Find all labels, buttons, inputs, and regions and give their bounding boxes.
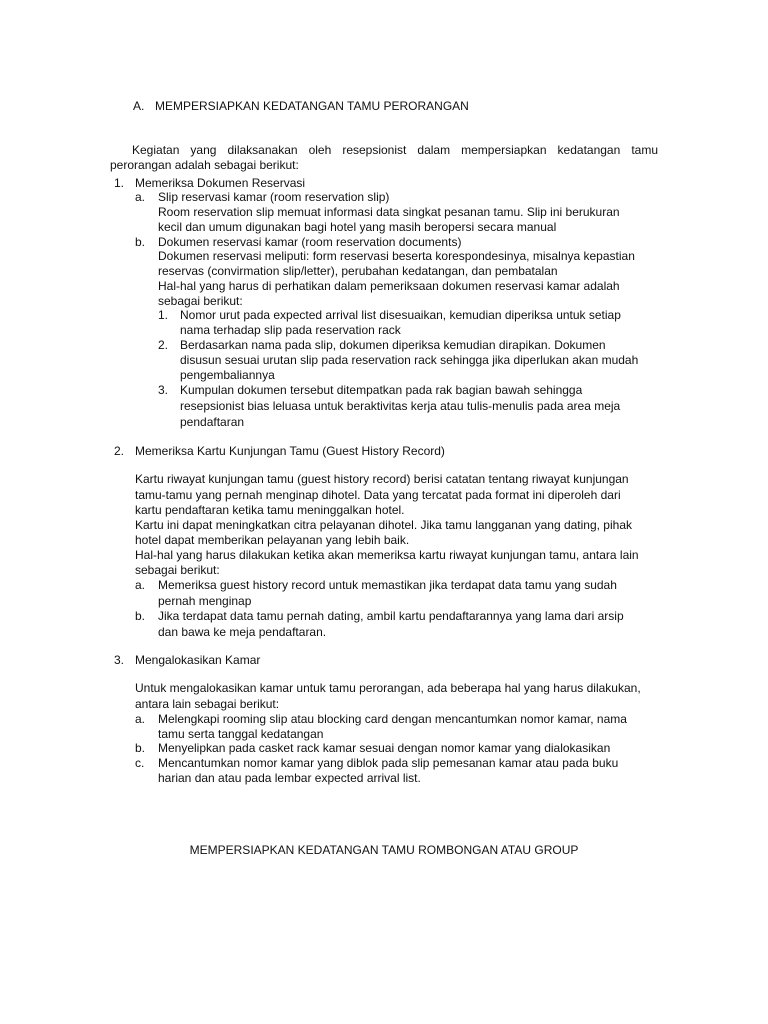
item-3c-marker: c. bbox=[135, 756, 145, 770]
item-1b-line: Hal-hal yang harus di perhatikan dalam pemeriksaan dokumen reservasi kamar adalah bbox=[158, 279, 620, 293]
item-1b-title: Dokumen reservasi kamar (room reservation documents) bbox=[158, 235, 462, 249]
item-1b-sub-1-line: nama terhadap slip pada reservation rack bbox=[180, 323, 401, 337]
intro-line-2: perorangan adalah sebagai berikut: bbox=[110, 158, 299, 172]
item-1b-sub-3-line: resepsionist bias leluasa untuk beraktivitas kerja atau tulis-menulis pada area meja bbox=[180, 399, 621, 413]
item-1-title: Memeriksa Dokumen Reservasi bbox=[135, 176, 306, 190]
item-1b-sub-2-line: disusun sesuai urutan slip pada reservation rack sehingga jika diperlukan akan mudah bbox=[180, 353, 639, 367]
item-3a-line: Melengkapi rooming slip atau blocking card dengan mencantumkan nomor kamar, nama bbox=[158, 712, 627, 726]
item-2-line: sebagai berikut: bbox=[135, 563, 220, 577]
item-2b-line: dan bawa ke meja pendaftaran. bbox=[158, 625, 327, 639]
item-2-line: Kartu ini dapat meningkatkan citra pelayanan dihotel. Jika tamu langganan yang dating, pihak bbox=[135, 518, 632, 532]
item-3-line: antara lain sebagai berikut: bbox=[135, 697, 280, 711]
item-2-line: Kartu riwayat kunjungan tamu (guest history record) berisi catatan tentang riwayat kunjungan bbox=[135, 472, 629, 486]
item-1b-sub-3-line: pendaftaran bbox=[180, 415, 245, 429]
item-2a-line: Memeriksa guest history record untuk memastikan jika terdapat data tamu yang sudah bbox=[158, 578, 617, 592]
item-2b-line: Jika terdapat data tamu pernah dating, ambil kartu pendaftarannya yang lama dari arsip bbox=[158, 609, 624, 623]
item-1b-sub-1-line: Nomor urut pada expected arrival list disesuaikan, kemudian diperiksa untuk setiap bbox=[180, 308, 621, 322]
item-2-line: tamu-tamu yang pernah menginap dihotel. Data yang tercatat pada format ini diperoleh dari bbox=[135, 488, 621, 502]
item-2a-marker: a. bbox=[135, 578, 146, 592]
item-1b-sub-2-number: 2. bbox=[158, 338, 169, 352]
section-b-title: MEMPERSIAPKAN KEDATANGAN TAMU ROMBONGAN ATAU GROUP bbox=[189, 843, 579, 857]
item-1b-line: sebagai berikut: bbox=[158, 294, 243, 308]
item-3c-line: Mencantumkan nomor kamar yang diblok pada slip pemesanan kamar atau pada buku bbox=[158, 756, 619, 770]
item-1b-sub-2-line: Berdasarkan nama pada slip, dokumen diperiksa kemudian dirapikan. Dokumen bbox=[180, 338, 606, 352]
section-a-title: MEMPERSIAPKAN KEDATANGAN TAMU PERORANGAN bbox=[155, 99, 469, 113]
item-3-number: 3. bbox=[114, 653, 125, 667]
item-1-number: 1. bbox=[114, 176, 125, 190]
item-3b-line: Menyelipkan pada casket rack kamar sesuai dengan nomor kamar yang dialokasikan bbox=[158, 741, 611, 755]
section-a-letter: A. bbox=[133, 99, 145, 113]
item-2-title: Memeriksa Kartu Kunjungan Tamu (Guest History Record) bbox=[135, 444, 445, 458]
item-2-number: 2. bbox=[114, 444, 125, 458]
item-1a-line: Room reservation slip memuat informasi data singkat pesanan tamu. Slip ini berukuran bbox=[158, 205, 620, 219]
item-2a-line: pernah menginap bbox=[158, 594, 252, 608]
item-2-line: kartu pendaftaran ketika tamu meninggalkan hotel. bbox=[135, 503, 405, 517]
item-3-line: Untuk mengalokasikan kamar untuk tamu perorangan, ada beberapa hal yang harus dilakukan, bbox=[135, 681, 641, 695]
item-1b-line: reservas (convirmation slip/letter), perubahan kedatangan, dan pembatalan bbox=[158, 264, 558, 278]
item-2b-marker: b. bbox=[135, 609, 146, 623]
item-1b-sub-2-line: pengembaliannya bbox=[180, 368, 275, 382]
item-1a-marker: a. bbox=[135, 190, 146, 204]
item-3b-marker: b. bbox=[135, 741, 146, 755]
item-1b-sub-3-line: Kumpulan dokumen tersebut ditempatkan pada rak bagian bawah sehingga bbox=[180, 383, 583, 397]
item-1b-sub-1-number: 1. bbox=[158, 308, 169, 322]
item-3-title: Mengalokasikan Kamar bbox=[135, 653, 261, 667]
item-1a-title: Slip reservasi kamar (room reservation slip) bbox=[158, 190, 390, 204]
item-1a-line: kecil dan umum digunakan bagi hotel yang masih beropersi secara manual bbox=[158, 220, 557, 234]
item-2-line: hotel dapat memberikan pelayanan yang lebih baik. bbox=[135, 533, 410, 547]
item-3c-line: harian dan atau pada lembar expected arrival list. bbox=[158, 771, 421, 785]
intro-line-1: Kegiatan yang dilaksanakan oleh resepsionist dalam mempersiapkan kedatangan tamu bbox=[132, 143, 658, 157]
item-1b-sub-3-number: 3. bbox=[158, 383, 169, 397]
item-3a-line: tamu serta tanggal kedatangan bbox=[158, 727, 324, 741]
item-2-line: Hal-hal yang harus dilakukan ketika akan memeriksa kartu riwayat kunjungan tamu, antara lain bbox=[135, 548, 639, 562]
item-3a-marker: a. bbox=[135, 712, 146, 726]
item-1b-marker: b. bbox=[135, 235, 146, 249]
item-1b-line: Dokumen reservasi meliputi: form reservasi beserta korespondesinya, misalnya kepastian bbox=[158, 249, 635, 263]
